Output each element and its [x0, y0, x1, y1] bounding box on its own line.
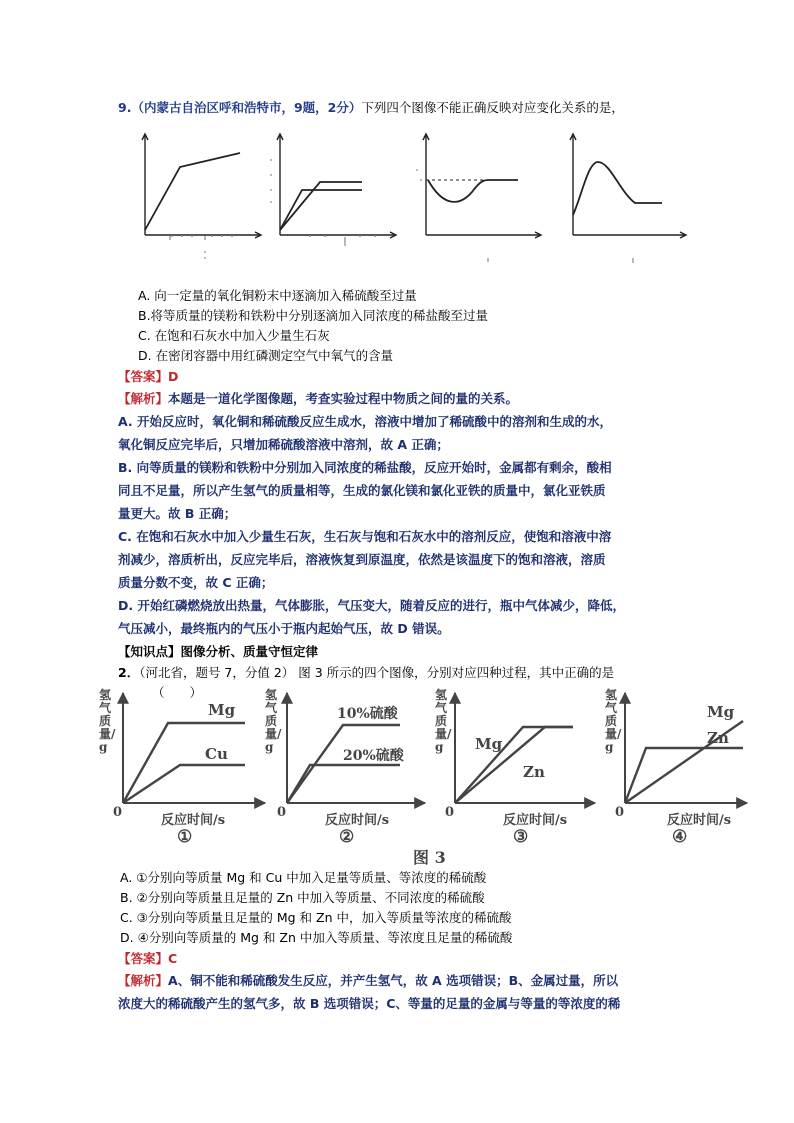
q2-source: （河北省，题号 7，分值 2）: [139, 665, 295, 680]
q9-analysis-line-8: 质量分数不变，故 C 正确；: [118, 575, 274, 590]
q9-option-b: B.将等质量的镁粉和铁粉中分别逐滴加入同浓度的稀盐酸至过量: [138, 308, 489, 323]
q2-chart-1-origin: 0: [113, 805, 123, 820]
q9-graphs-svg: [130, 130, 690, 275]
q2-chart-1-num: ①: [177, 827, 193, 847]
q2-chart-3-label-zn: Zn: [523, 763, 545, 781]
q9-analysis-line-4: 同且不足量，所以产生氢气的质量相等，生成的氯化镁和氯化亚铁的质量中，氯化亚铁质: [118, 483, 606, 498]
q9-option-c: C. 在饱和石灰水中加入少量生石灰: [138, 328, 330, 343]
q2-chart-1-label-mg: Mg: [208, 701, 236, 719]
q2-option-a: A. ①分别向等质量 Mg 和 Cu 中加入足量等质量、等浓度的稀硫酸: [120, 870, 487, 885]
q9-answer: [118, 368, 178, 386]
q2-chart-1-ylabel: 氢气质量/g: [99, 688, 116, 754]
q9-option-a: A. 向一定量的氧化铜粉末中逐滴加入稀硫酸至过量: [138, 288, 417, 303]
q2-chart-3-ylabel: 氢气质量/g: [435, 688, 452, 754]
q2-chart-2-xlabel: 反应时间/s: [325, 813, 390, 828]
q2-blank: （ ）: [152, 685, 203, 700]
q2-chart-3-label-mg: Mg: [475, 735, 503, 753]
q2-option-d: D. ④分别向等质量的 Mg 和 Zn 中加入等质量、等浓度且足量的稀硫酸: [120, 930, 513, 945]
q2-analysis-tag: 【解析】: [118, 973, 169, 988]
q9-figure: [130, 130, 690, 275]
q2-chart-4-ylabel: 氢气质量/g: [605, 688, 622, 754]
q2-chart-1: [123, 693, 265, 803]
q2-chart-3-num: ③: [513, 827, 529, 847]
q2-chart-2-num: ②: [339, 827, 355, 847]
q9-header: [118, 99, 624, 117]
q9-option-d: D. 在密闭容器中用红磷测定空气中氧气的含量: [138, 348, 394, 363]
q9-graph-b: [270, 134, 396, 246]
q9-analysis-line-6: C. 在饱和石灰水中加入少量生石灰，生石灰与饱和石灰水中的溶剂反应，使饱和溶液中溶: [118, 529, 612, 544]
q2-chart-4-label-mg: Mg: [707, 703, 735, 721]
q9-analysis-line-5: 量更大。故 B 正确；: [118, 506, 237, 521]
q2-option-b: B. ②分别向等质量且足量的 Zn 中加入等质量、不同浓度的稀硫酸: [120, 890, 485, 905]
q9-analysis-line-10: 气压减小，最终瓶内的气压小于瓶内起始气压，故 D 错误。: [118, 621, 450, 636]
q2-chart-2-ylabel: 氢气质量/g: [265, 688, 282, 754]
q9-analysis-line-0: 【解析】本题是一道化学图像题，考查实验过程中物质之间的量的关系。: [118, 391, 519, 406]
q9-analysis-tag: 【解析】: [118, 391, 169, 406]
q2-answer: [118, 950, 177, 968]
q2-chart-2-origin: 0: [277, 805, 287, 820]
q2-chart-2-label-20: 20%硫酸: [343, 748, 404, 764]
q9-analysis-line-7: 剂减少，溶质析出，反应完毕后，溶液恢复到原温度，依然是该温度下的饱和溶液，溶质: [118, 552, 606, 567]
q2-figure: [95, 685, 755, 865]
q9-analysis-line-3: B. 向等质量的镁粉和铁粉中分别加入同浓度的稀盐酸，反应开始时，金属都有剩余，酸相: [118, 460, 612, 475]
q2-chart-1-xlabel: 反应时间/s: [161, 813, 226, 828]
q2-figure-caption: 图 3: [413, 848, 446, 867]
q2-chart-3-origin: 0: [445, 805, 455, 820]
q2-figure-svg: [95, 685, 755, 865]
q2-option-c: C. ③分别向等质量且足量的 Mg 和 Zn 中，加入等质量等浓度的稀硫酸: [120, 910, 512, 925]
q2-header: [118, 664, 614, 682]
q9-answer-value: D: [168, 369, 179, 384]
q2-number: 2．: [118, 665, 140, 680]
q2-chart-4-origin: 0: [615, 805, 625, 820]
q2-analysis-line-1: 浓度大的稀硫酸产生的氢气多，故 B 选项错误；C、等量的足量的金属与等量的等浓度的稀: [118, 996, 621, 1011]
q2-chart-4-num: ④: [672, 827, 688, 847]
q2-chart-1-label-cu: Cu: [205, 745, 228, 763]
q9-analysis-line-2: 氧化铜反应完毕后，只增加稀硫酸溶液中溶剂，故 A 正确；: [118, 437, 449, 452]
q9-source: （内蒙古自治区呼和浩特市，9题，2分）: [131, 100, 362, 115]
q2-analysis-line-0: 【解析】A、铜不能和稀硫酸发生反应，并产生氢气，故 A 选项错误；B、金属过量，所以: [118, 973, 619, 988]
q9-analysis-line-9: D. 开始红磷燃烧放出热量，气体膨胀，气压变大，随着反应的进行，瓶中气体减少，降低，: [118, 598, 625, 613]
q2-chart-2-label-10: 10%硫酸: [337, 706, 398, 722]
q9-knowledge: 【知识点】图像分析、质量守恒定律: [118, 644, 319, 659]
q9-stem: 下列四个图像不能正确反映对应变化关系的是，: [361, 100, 624, 115]
q2-chart-4-xlabel: 反应时间/s: [667, 813, 732, 828]
q2-answer-tag: 【答案】: [118, 951, 169, 966]
q9-graph-d: [570, 134, 686, 263]
q2-chart-4-label-zn: Zn: [707, 729, 729, 747]
q9-number: 9.: [118, 100, 132, 115]
q2-answer-value: C: [168, 951, 178, 966]
q2-stem: 图 3 所示的四个图像，分别对应四种过程，其中正确的是: [294, 665, 615, 680]
q9-graph-c: [420, 134, 541, 262]
q9-answer-tag: 【答案】: [118, 369, 169, 384]
q9-graph-a: [142, 134, 261, 240]
q9-analysis-line-1: A. 开始反应时，氧化铜和稀硫酸反应生成水，溶液中增加了稀硫酸中的溶剂和生成的水，: [118, 414, 613, 429]
q2-chart-3-xlabel: 反应时间/s: [503, 813, 568, 828]
